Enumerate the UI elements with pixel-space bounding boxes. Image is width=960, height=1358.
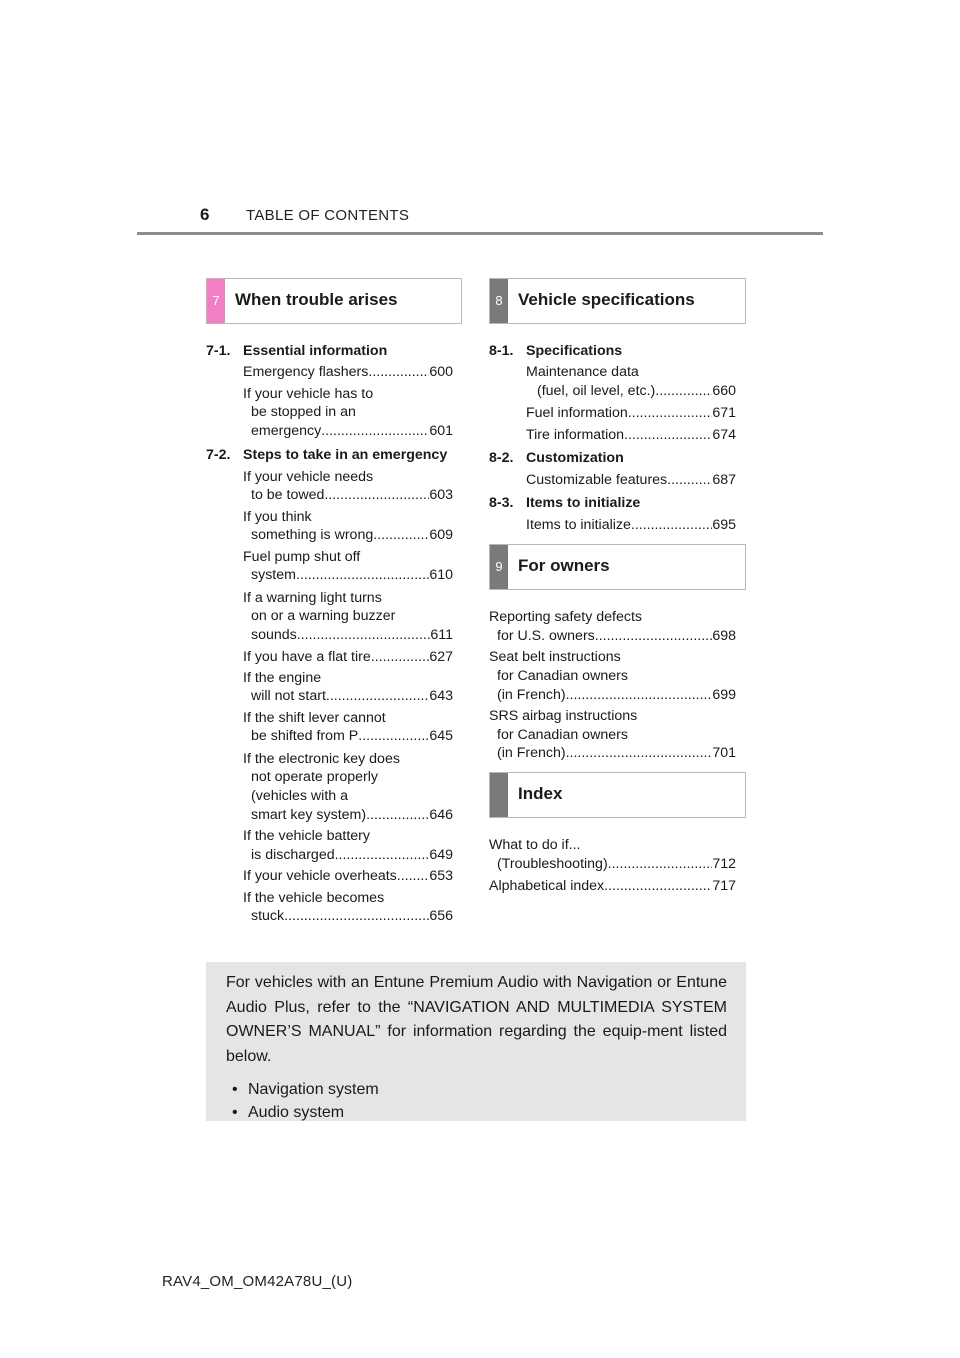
index-tab bbox=[490, 773, 508, 817]
bullet: • bbox=[232, 1104, 238, 1121]
toc-entry-line: If you think bbox=[243, 509, 312, 525]
toc-entry-line: for Canadian owners bbox=[497, 727, 628, 743]
section-7-tab: 7 bbox=[207, 279, 225, 323]
section-8-title: Vehicle specifications bbox=[518, 290, 695, 309]
toc-entry[interactable]: for U.S. owners ..... 698 bbox=[497, 627, 736, 646]
toc-entry[interactable]: emergency ..... 601 bbox=[251, 422, 453, 441]
toc-entry[interactable]: (in French) ..... 699 bbox=[497, 686, 736, 705]
section-8-tab: 8 bbox=[490, 279, 508, 323]
toc-entry[interactable]: (in French) ..... 701 bbox=[497, 744, 736, 763]
toc-entry[interactable]: If your vehicle overheats ..... 653 bbox=[243, 867, 453, 886]
toc-entry[interactable]: Customizable features ..... 687 bbox=[526, 471, 736, 490]
section-9-title: For owners bbox=[518, 556, 610, 575]
note-list bbox=[226, 1078, 727, 1124]
list-item: • Navigation system bbox=[226, 1078, 727, 1101]
toc-entry-line: If the electronic key does bbox=[243, 751, 400, 767]
footer-code: RAV4_OM_OM42A78U_(U) bbox=[162, 1273, 353, 1290]
toc-entry[interactable]: to be towed ..... 603 bbox=[251, 486, 453, 505]
section-7-title: When trouble arises bbox=[235, 290, 398, 309]
toc-heading-7-2-number: 7-2. bbox=[206, 447, 231, 463]
toc-entry[interactable]: Tire information ..... 674 bbox=[526, 426, 736, 445]
toc-entry-line: If your vehicle has to bbox=[243, 386, 374, 402]
toc-entry[interactable]: (fuel, oil level, etc.) ..... 660 bbox=[537, 382, 736, 401]
toc-heading-8-3-title: Items to initialize bbox=[526, 495, 641, 511]
note-text: For vehicles with an Entune Premium Audio with Navigation or Entune Audio Plus, refer to the “NAVIGATION AND MULTIMEDIA SYSTEM OWNER’S MANUAL” for information regarding the equip-ment listed below. bbox=[226, 974, 727, 1065]
toc-entry[interactable]: Emergency flashers ..... 600 bbox=[243, 363, 453, 382]
toc-entry[interactable]: system ..... 610 bbox=[251, 566, 453, 585]
toc-entry[interactable]: sounds ..... 611 bbox=[251, 626, 453, 645]
section-7-header bbox=[206, 278, 462, 324]
list-item: • Audio system bbox=[226, 1101, 727, 1124]
header-title: TABLE OF CONTENTS bbox=[246, 207, 410, 224]
header-rule bbox=[137, 232, 823, 235]
toc-heading-7-1-number: 7-1. bbox=[206, 343, 231, 359]
note-box bbox=[206, 962, 746, 1121]
toc-entry-line: Fuel pump shut off bbox=[243, 549, 361, 565]
toc-heading-8-2-number: 8-2. bbox=[489, 450, 514, 466]
toc-entry[interactable]: be shifted from P ..... 645 bbox=[251, 727, 453, 746]
toc-heading-8-2-title: Customization bbox=[526, 450, 624, 466]
toc-entry-line: If the shift lever cannot bbox=[243, 710, 386, 726]
index-header bbox=[489, 772, 746, 818]
toc-entry[interactable]: will not start ..... 643 bbox=[251, 687, 453, 706]
toc-entry-line: If your vehicle needs bbox=[243, 469, 374, 485]
toc-entry-line: If the vehicle battery bbox=[243, 828, 370, 844]
toc-entry[interactable]: If you have a flat tire ..... 627 bbox=[243, 648, 453, 667]
toc-entry-line: on or a warning buzzer bbox=[251, 608, 396, 624]
toc-heading-8-3-number: 8-3. bbox=[489, 495, 514, 511]
toc-heading-7-1-title: Essential information bbox=[243, 343, 388, 359]
toc-entry-line: Seat belt instructions bbox=[489, 649, 621, 665]
toc-entry-line: not operate properly bbox=[251, 769, 378, 785]
toc-entry-line: What to do if... bbox=[489, 837, 581, 853]
toc-heading-7-2-title: Steps to take in an emergency bbox=[243, 447, 448, 463]
toc-entry-line: If a warning light turns bbox=[243, 590, 382, 606]
section-9-tab: 9 bbox=[490, 545, 508, 589]
toc-entry-line: Reporting safety defects bbox=[489, 609, 642, 625]
toc-entry-line: (vehicles with a bbox=[251, 788, 348, 804]
toc-entry-line: Maintenance data bbox=[526, 364, 639, 380]
toc-entry[interactable]: Items to initialize ..... 695 bbox=[526, 516, 736, 535]
toc-entry-line: be stopped in an bbox=[251, 404, 356, 420]
section-9-header bbox=[489, 544, 746, 590]
toc-heading-8-1-title: Specifications bbox=[526, 343, 623, 359]
toc-entry-line: for Canadian owners bbox=[497, 668, 628, 684]
toc-entry[interactable]: (Troubleshooting) ..... 712 bbox=[497, 855, 736, 874]
toc-entry[interactable]: stuck ..... 656 bbox=[251, 907, 453, 926]
page-number: 6 bbox=[200, 205, 210, 224]
toc-entry[interactable]: smart key system) ..... 646 bbox=[251, 806, 453, 825]
toc-entry-line: If the engine bbox=[243, 670, 322, 686]
toc-heading-8-1-number: 8-1. bbox=[489, 343, 514, 359]
toc-entry[interactable]: is discharged ..... 649 bbox=[251, 846, 453, 865]
bullet: • bbox=[232, 1081, 238, 1098]
toc-entry[interactable]: something is wrong ..... 609 bbox=[251, 526, 453, 545]
toc-entry-line: SRS airbag instructions bbox=[489, 708, 638, 724]
toc-entry-line: If the vehicle becomes bbox=[243, 890, 385, 906]
toc-entry[interactable]: Fuel information ..... 671 bbox=[526, 404, 736, 423]
toc-entry[interactable]: Alphabetical index ..... 717 bbox=[489, 877, 736, 896]
section-8-header bbox=[489, 278, 746, 324]
index-title: Index bbox=[518, 784, 563, 803]
